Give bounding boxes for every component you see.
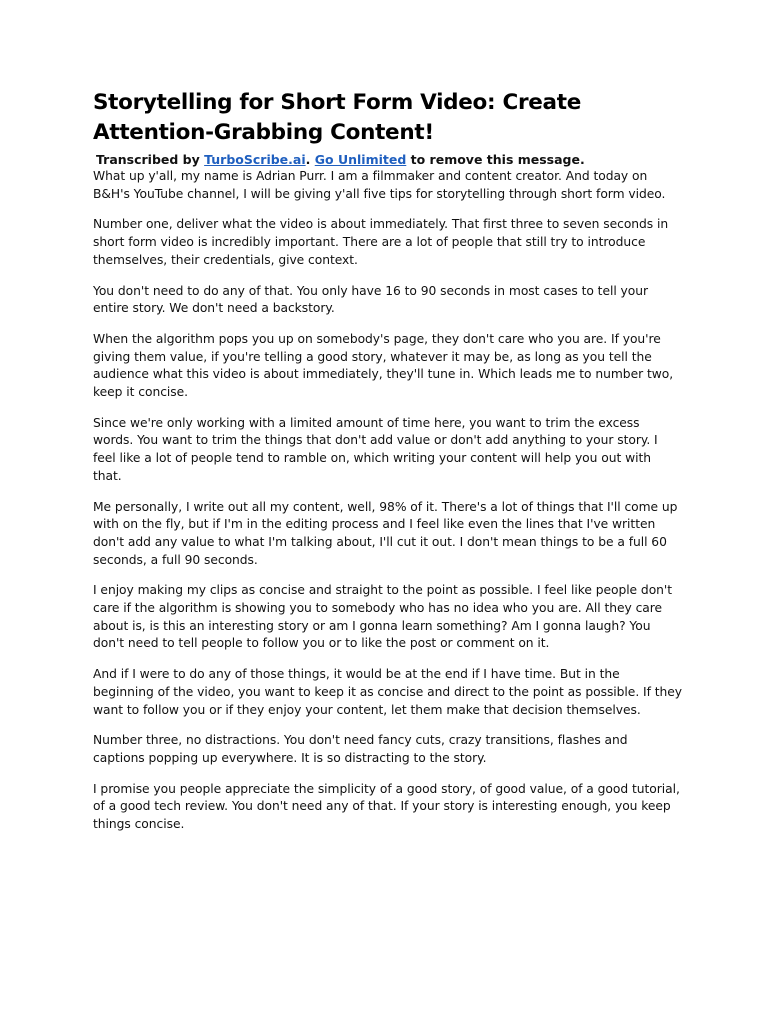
- paragraph: Number three, no distractions. You don't need fancy cuts, crazy transitions, flashes and captions popping up everywhere. It is so distracting to the story.: [93, 733, 628, 765]
- paragraph: What up y'all, my name is Adrian Purr. I am a filmmaker and content creator. And today on B&H's YouTube channel, I will be giving y'all five tips for storytelling through short form video.: [93, 169, 666, 201]
- paragraph: Me personally, I write out all my content, well, 98% of it. There's a lot of things that I'll come up with on the fly, but if I'm in the editing process and I feel like even the lines that I've written don't add any value to what I'm talking about, I'll cut it out. I don't mean things to be a full 60 seconds, a full 90 seconds.: [93, 499, 678, 567]
- notice-suffix: to remove this message.: [406, 152, 585, 167]
- paragraph: Number one, deliver what the video is about immediately. That first three to seven seconds in short form video is incredibly important. There are a lot of people that still try to introduce themselves, their credentials, give context.: [93, 217, 669, 267]
- document-title: Storytelling for Short Form Video: Create Attention-Grabbing Content!: [93, 90, 582, 145]
- transcription-notice: [96, 151, 683, 168]
- go-unlimited-link[interactable]: Go Unlimited: [314, 152, 407, 167]
- notice-separator: .: [305, 152, 315, 167]
- document-body: [93, 168, 683, 834]
- paragraph: I enjoy making my clips as concise and straight to the point as possible. I feel like people don't care if the algorithm is showing you to somebody who has no idea who you are. All they care about is, is this an interesting story or am I gonna learn something? Am I gonna laugh? You don't need to tell people to follow you or to like the post or comment on it.: [93, 583, 673, 651]
- paragraph: Since we're only working with a limited amount of time here, you want to trim the excess words. You want to trim the things that don't add value or don't add anything to your story. I feel like a lot of people tend to ramble on, which writing your content will help you out with that.: [93, 415, 658, 483]
- notice-prefix: Transcribed by: [96, 152, 205, 167]
- document-page: [93, 88, 683, 847]
- paragraph: When the algorithm pops you up on somebody's page, they don't care who you are. If you're giving them value, if you're telling a good story, whatever it may be, as long as you tell the audience what this video is about immediately, they'll tune in. Which leads me to number two, keep it concise.: [93, 331, 674, 400]
- turboscribe-link[interactable]: TurboScribe.ai: [204, 152, 306, 167]
- paragraph: You don't need to do any of that. You only have 16 to 90 seconds in most cases to tell your entire story. We don't need a backstory.: [93, 283, 649, 316]
- paragraph: And if I were to do any of those things, it would be at the end if I have time. But in the beginning of the video, you want to keep it as concise and direct to the point as possible. If they want to follow you or if they enjoy your content, let them make that decision themselves.: [93, 667, 683, 717]
- paragraph: I promise you people appreciate the simplicity of a good story, of good value, of a good tutorial, of a good tech review. You don't need any of that. If your story is interesting enough, you keep things concise.: [93, 781, 680, 832]
